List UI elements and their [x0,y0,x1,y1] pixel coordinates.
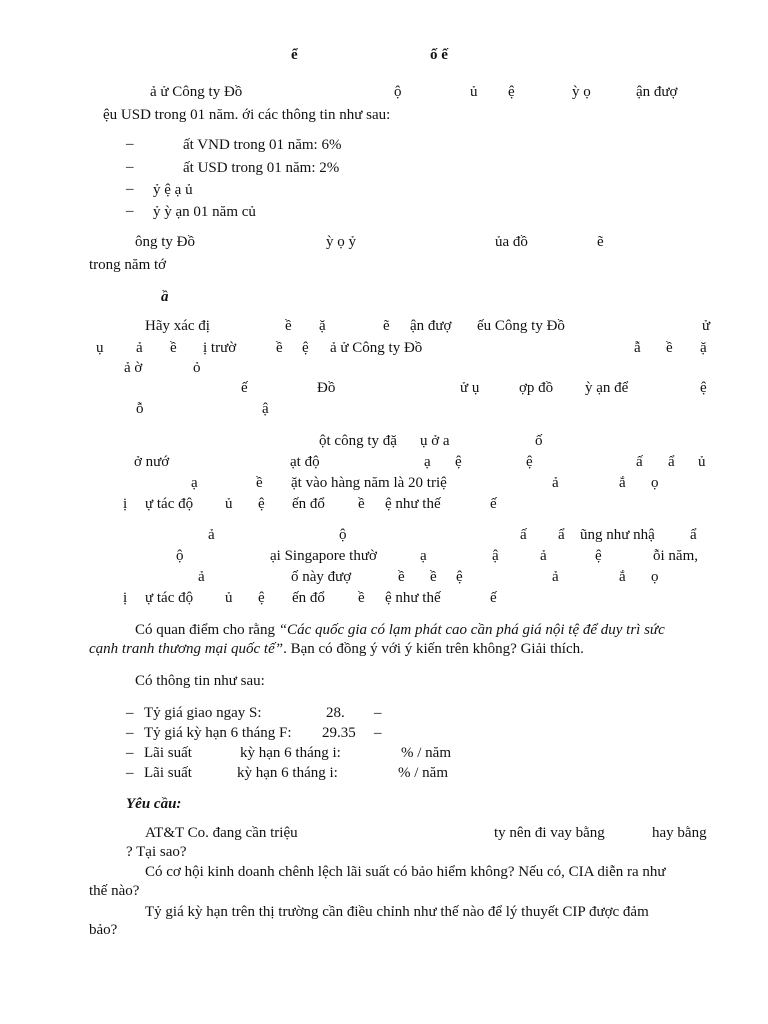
text-line [89,640,584,658]
text-fragment: ị [123,496,128,512]
text-fragment: ả ờ [124,360,143,376]
text-fragment: ố này đượ [291,569,352,585]
text-fragment: ả ử Công ty Đồ [330,340,423,356]
text-fragment: ẩ [690,527,697,543]
text-fragment: AT&T Co. đang cần triệu [145,825,298,841]
row-label: Tỷ giá kỳ hạn 6 tháng F: [144,725,292,741]
text-fragment: ến đổ [292,590,325,606]
text-line: ệu USD trong 01 năm. ới các thông tin như sau: [103,107,391,123]
text-fragment: ặ [700,340,707,356]
text-line: thế nào? [89,883,140,899]
text-fragment: ọ [651,475,659,491]
text-fragment: ệ [700,380,707,396]
text-fragment: ố [535,433,543,449]
text-fragment: ông ty Đồ [135,234,195,250]
text-fragment: ệ [456,569,463,585]
text-fragment: Hãy xác đị [145,318,210,334]
text-fragment: ệ [258,590,265,606]
text-fragment: ẽ [383,318,390,334]
list-item: ất USD trong 01 năm: 2% [183,160,340,176]
text-line: Tỷ giá kỳ hạn trên thị trường cần điều chỉnh như thế nào để lý thuyết CIP được đảm [145,904,649,920]
text-fragment: ẩ [668,454,675,470]
text-fragment: ắ [619,475,626,491]
text-fragment: ề [398,569,405,585]
text-fragment: ũng như nhậ [580,527,655,543]
list-item: ỷ ỳ ạn 01 năm củ [153,204,256,220]
text-fragment: ấ [636,454,643,470]
text-fragment: ếu Công ty Đồ [477,318,565,334]
text-fragment: ộ [176,548,184,564]
text-fragment: ệ [455,454,462,470]
text-fragment: ệ [508,84,515,100]
quote-fragment: “Các quốc gia có lạm phát cao cần phá giá nội tệ để duy trì sức [278,622,665,638]
row-label: Lãi suất [144,765,192,781]
requirements-heading: Yêu cầu: [126,796,182,812]
text-fragment: ệ [595,548,602,564]
text-fragment: ề [430,569,437,585]
text-fragment: ị trườ [203,340,237,356]
text-fragment: ỗ [136,401,144,417]
text-fragment: ột công ty đặ [319,433,397,449]
text-fragment: ẫ [634,340,641,356]
text-fragment: Có quan điểm cho rằng [135,622,279,638]
text-fragment: ặt vào hàng năm là 20 triệ [291,475,447,491]
text-fragment: ả ử Công ty Đồ [150,84,243,100]
text-fragment: ỗi năm, [653,548,698,564]
row-mid: kỳ hạn 6 tháng i: [240,745,341,761]
list-item: ỷ ệ ạ ủ [153,182,193,198]
text-fragment: ến đổ [292,496,325,512]
text-fragment: hay bằng [652,825,707,841]
text-fragment: ề [666,340,673,356]
row-label: Tỷ giá giao ngay S: [144,705,262,721]
text-fragment: ế [241,380,248,396]
text-fragment: ề [256,475,263,491]
text-fragment: ty nên đi vay bằng [494,825,605,841]
text-fragment: ề [276,340,283,356]
text-fragment: ả [540,548,547,564]
text-fragment: ủ [470,84,478,100]
dash-bullet: – [126,136,134,152]
text-fragment: ả [552,569,559,585]
text-fragment: ẽ [597,234,604,250]
row-mid: kỳ hạn 6 tháng i: [237,765,338,781]
title-left: ể [291,47,298,63]
text-fragment: ỏ [193,360,201,376]
text-fragment: ề [170,340,177,356]
dash-bullet: – [126,765,134,781]
text-fragment: ỳ ọ [572,84,591,100]
text-fragment: ử ụ [460,380,480,396]
text-fragment: ạ [191,475,198,491]
row-label: Lãi suất [144,745,192,761]
text-fragment: ả [136,340,143,356]
text-fragment: ấ [520,527,527,543]
text-fragment: ệ như thế [385,496,441,512]
text-fragment: ắ [619,569,626,585]
dash-bullet: – [126,705,134,721]
text-fragment: ả [198,569,205,585]
dash-bullet: – [126,181,134,197]
text-fragment: ận đượ [636,84,678,100]
text-line: ? Tại sao? [126,844,187,860]
section-heading: ầ [161,289,169,305]
text-fragment: ệ [258,496,265,512]
text-fragment: ại Singapore thườ [270,548,377,564]
text-fragment: ả [208,527,215,543]
text-fragment: ị [123,590,128,606]
text-line: Có cơ hội kinh doanh chênh lệch lãi suất có bảo hiểm không? Nếu có, CIA diễn ra như [145,864,666,880]
text-fragment: ộ [339,527,347,543]
text-fragment: ợp đồ [519,380,554,396]
text-fragment: ạt độ [290,454,320,470]
text-fragment: ặ [319,318,326,334]
list-item: ất VND trong 01 năm: 6% [183,137,342,153]
dash-bullet: – [126,725,134,741]
row-tail: – [374,725,382,741]
text-fragment: ận đượ [410,318,452,334]
quote-fragment: cạnh tranh thương mại quốc tế” [89,641,284,657]
text-fragment: ủa đồ [495,234,528,250]
dash-bullet: – [126,745,134,761]
text-fragment: ậ [492,548,499,564]
text-fragment: Đồ [317,380,336,396]
text-fragment: ậ [262,401,269,417]
text-fragment: ạ [420,548,427,564]
text-fragment: . Bạn có đồng ý với ý kiến trên không? Giải thích. [283,641,584,657]
text-fragment: ệ [526,454,533,470]
text-fragment: ỳ ọ ỷ [326,234,356,250]
text-fragment: ệ [302,340,309,356]
text-line: bảo? [89,922,118,938]
text-fragment: ủ [698,454,706,470]
text-fragment: ệ như thế [385,590,441,606]
text-fragment: ụ ở a [420,433,450,449]
text-fragment: ở nướ [134,454,170,470]
text-line: trong năm tớ [89,257,167,273]
text-fragment: ủ [225,496,233,512]
row-value: 28. [326,705,345,721]
text-fragment: ọ [651,569,659,585]
text-fragment: ế [490,496,497,512]
title-right: ố ế [430,47,448,63]
text-fragment: ự tác độ [145,496,194,512]
text-fragment: ử [702,318,711,334]
row-value: % / năm [398,765,448,781]
text-fragment: ẩ [558,527,565,543]
text-fragment: ủ [225,590,233,606]
text-fragment: ề [358,496,365,512]
text-fragment: ộ [394,84,402,100]
text-fragment: ỳ ạn để [585,380,629,396]
row-value: % / năm [401,745,451,761]
row-value: 29.35 [322,725,356,741]
text-line [135,621,665,639]
row-tail: – [374,705,382,721]
text-line: Có thông tin như sau: [135,673,265,689]
text-fragment: ế [490,590,497,606]
text-fragment: ề [358,590,365,606]
dash-bullet: – [126,159,134,175]
text-fragment: ề [285,318,292,334]
text-fragment: ạ [424,454,431,470]
text-fragment: ự tác độ [145,590,194,606]
text-fragment: ả [552,475,559,491]
text-fragment: ụ [96,340,104,356]
dash-bullet: – [126,203,134,219]
